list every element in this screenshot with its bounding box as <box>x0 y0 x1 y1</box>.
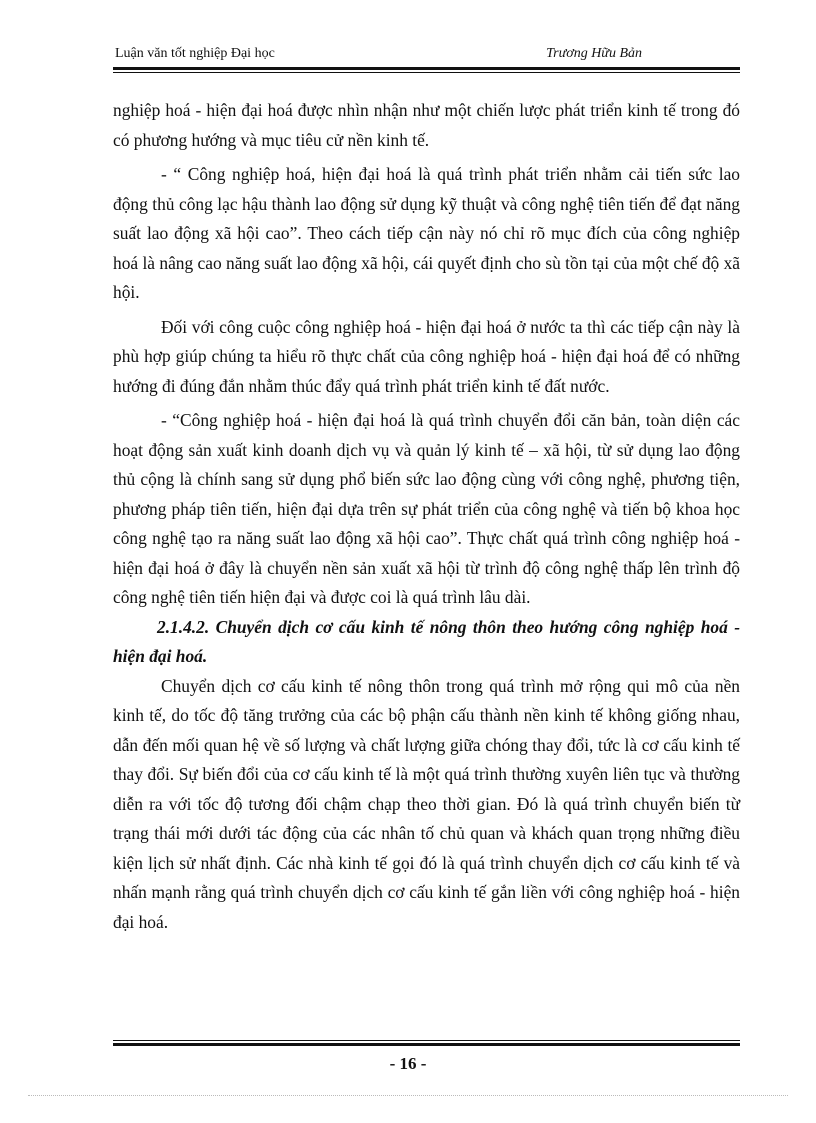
page-number: - 16 - <box>389 1054 427 1073</box>
header-rule-thick <box>113 67 740 70</box>
footer-rule <box>113 1040 740 1050</box>
paragraph-1: nghiệp hoá - hiện đại hoá được nhìn nhận như một chiến lược phát triển kinh tế trong đó có phương hướng và mục tiêu cử nền kinh tế. <box>113 100 740 150</box>
page-body <box>113 96 740 937</box>
paragraph-5: Chuyển dịch cơ cấu kinh tế nông thôn trong quá trình mở rộng qui mô của nền kinh tế, do tốc độ tăng trưởng của các bộ phận cấu thành nền kinh tế không giống nhau, dẫn đến mối quan hệ về số lượng và chất lượng giữa chóng thay đổi, tức là cơ cấu kinh tế thay đổi. Sự biến đổi của cơ cấu kinh tế là một quá trình thường xuyên liên tục và thường diễn ra với tốc độ tương đối chậm chạp theo thời gian. Đó là quá trình chuyển biến từ trạng thái mới dưới tác động của các nhân tố chủ quan và khách quan trọng những điều kiện lịch sử nhất định. Các nhà kinh tế gọi đó là quá trình chuyển dịch cơ cấu kinh tế và nhấn mạnh rằng quá trình chuyển dịch cơ cấu kinh tế gắn liền với công nghiệp hoá - hiện đại hoá. <box>113 675 740 932</box>
page-header <box>113 46 740 68</box>
header-author: Trương Hữu Bản <box>546 46 642 61</box>
header-thesis-title: Luận văn tốt nghiệp Đại học <box>115 46 275 61</box>
header-rule-thin <box>113 72 740 73</box>
section-heading: 2.1.4.2. Chuyển dịch cơ cấu kinh tế nông thôn theo hướng công nghiệp hoá - hiện đại hoá. <box>113 616 740 666</box>
paragraph-2: - “ Công nghiệp hoá, hiện đại hoá là quá trình phát triển nhằm cải tiến sức lao động thủ công lạc hậu thành lao động sử dụng kỹ thuật và công nghệ tiên tiến để đạt năng suất lao động xã hội cao”. Theo cách tiếp cận này nó chỉ rõ mục đích của công nghiệp hoá là nâng cao năng suất lao động xã hội, cái quyết định cho sù tồn tại của một chế độ xã hội. <box>113 164 740 302</box>
page-bottom-border <box>28 1095 788 1096</box>
paragraph-3: Đối với công cuộc công nghiệp hoá - hiện đại hoá ở nước ta thì các tiếp cận này là phù hợp giúp chúng ta hiểu rõ thực chất của công nghiệp hoá - hiện đại hoá để có những hướng đi đúng đắn nhằm thúc đẩy quá trình phát triển kinh tế đất nước. <box>113 316 740 396</box>
paragraph-4: - “Công nghiệp hoá - hiện đại hoá là quá trình chuyển đổi căn bản, toàn diện các hoạt động sản xuất kinh doanh dịch vụ và quản lý kinh tế – xã hội, từ sử dụng lao động thủ cộng là chính sang sử dụng phổ biến sức lao động cùng với công nghệ, phương tiện, phương pháp tiên tiến, hiện đại dựa trên sự phát triển của công nghệ và tiến bộ khoa học công nghệ tạo ra năng suất lao động xã hội cao”. Thực chất quá trình công nghiệp hoá - hiện đại hoá ở đây là chuyển nền sản xuất xã hội từ trình độ công nghệ thấp lên trình độ công nghệ tiên tiến hiện đại và được coi là quá trình lâu dài. <box>113 410 740 607</box>
